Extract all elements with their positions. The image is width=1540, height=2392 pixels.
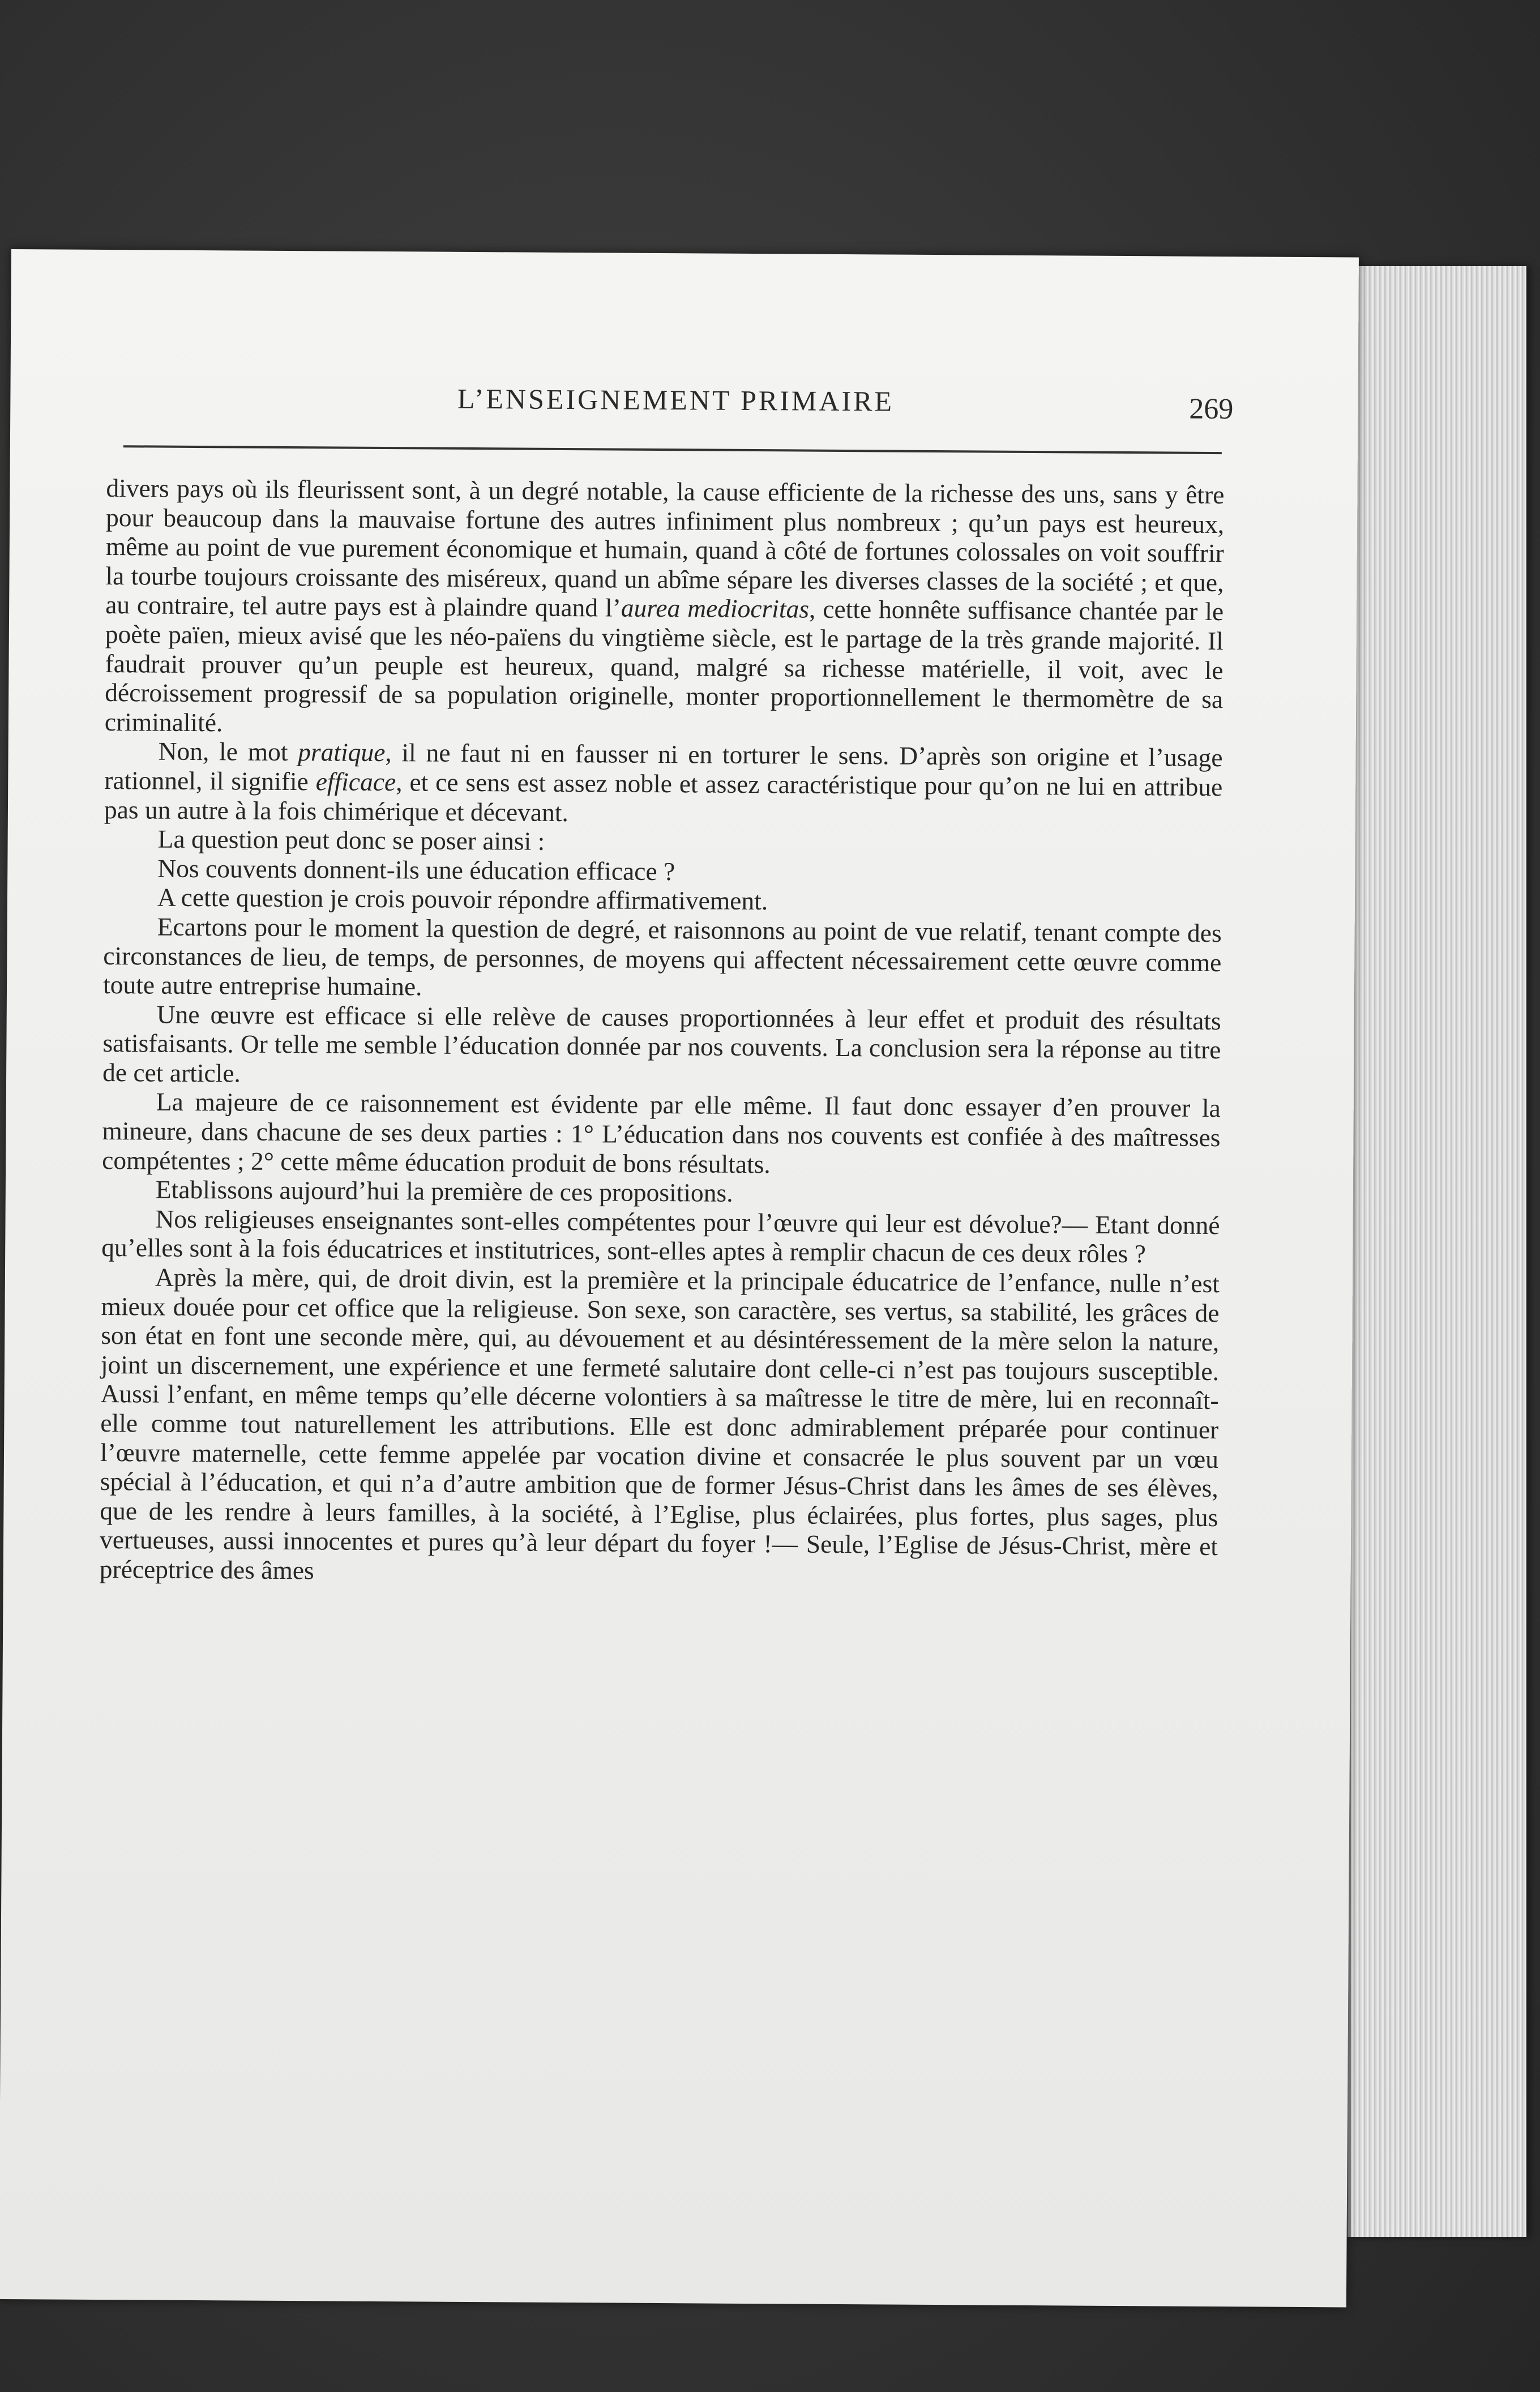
paragraph-4: Nos couvents donnent-ils une éducation efficace ? <box>157 853 675 886</box>
book-page-edges <box>1348 266 1526 2237</box>
paragraph-3: La question peut donc se poser ainsi : <box>157 824 545 856</box>
paragraph-text: Non, le mot <box>158 736 298 767</box>
paragraph-9: Etablissons aujourd’hui la première de ces propositions. <box>155 1174 733 1208</box>
italic-word: pratique <box>298 737 386 767</box>
paragraph-8: La majeure de ce raisonnement est évidente par elle même. Il faut donc essayer d’en prouver la mineure, dans chacune de ses deux parties : 1° L’éducation dans nos couvents est confiée à des maîtresses compétentes ; 2° cette même éducation produit de bons résultats. <box>102 1087 1221 1178</box>
paragraph-text: , cette honnête suffisance chantée par le poète païen, mieux avisé que les néo-païens du vingtième siècle, est le partage de la très grande majorité. Il faudrait prouver qu’un peuple est heureux, quand, malgré sa richesse matérielle, il voit, avec le décroissement progressif de sa population originelle, monter proportionnellement le thermomètre de sa criminalité. <box>104 594 1224 737</box>
italic-phrase: aurea mediocritas <box>621 593 810 623</box>
paragraph-text: divers pays où ils fleurissent sont, à un degré notable, la cause efficiente de la richesse des uns, sans y être pour beaucoup dans la mauvaise fortune des autres infiniment plus nombreux ; qu’un pays est heureux, même au point de vue purement économique et humain, quand à côté de fortunes colossales on voit souffrir la tourbe toujours croissante des miséreux, quand un abîme sépare les diverses classes de la société ; et que, au contraire, tel autre pays est à plaindre quand l’ <box>105 473 1225 622</box>
paragraph-6: Ecartons pour le moment la question de degré, et raisonnons au point de vue relatif, tenant compte des circonstances de lieu, de temps, de personnes, de moyens qui affectent nécessairement cette œuvre comme toute autre entreprise humaine. <box>102 912 1222 1001</box>
page-number: 269 <box>1189 392 1234 426</box>
paragraph-11: Après la mère, qui, de droit divin, est la première et la principale éducatrice de l’enfance, nulle n’est mieux douée pour cet office que la religieuse. Son sexe, son caractère, ses vertus, sa stabilité, les grâces de son état en font une seconde mère, qui, au dévouement et au désintéressement de la mère selon la nature, joint un discernement, une expérience et une fermeté salutaire dont celle-ci n’est pas toujours susceptible. Aussi l’enfant, en même temps qu’elle décerne volontiers à sa maîtresse le titre de mère, lui en reconnaît-elle comme tout naturellement les attributions. Elle est donc admirablement préparée pour continuer l’œuvre maternelle, cette femme appelée par vocation divine et consacrée le plus souvent par un vœu spécial à l’éducation, et qui n’a d’autre ambition que de former Jésus-Christ dans les âmes de ses élèves, que de les rendre à leurs familles, à la société, à l’Eglise, plus éclairées, plus fortes, plus sages, plus vertueuses, aussi innocentes et pures qu’à leur départ du foyer !— Seule, l’Eglise de Jésus-Christ, mère et préceptrice des âmes <box>99 1262 1220 1585</box>
body-text <box>100 473 1225 1591</box>
paragraph-2 <box>104 736 1223 831</box>
italic-word: efficace <box>315 767 396 797</box>
paragraph-text: , et ce sens est assez noble et assez caractéristique pour qu’on ne lui en attribue pas un autre à la fois chimérique et décevant. <box>104 767 1223 827</box>
paragraph-10: Nos religieuses enseignantes sont-elles compétentes pour l’œuvre qui leur est dévolue?— Etant donné qu’elles sont à la fois éducatrices et institutrices, sont-elles aptes à remplir chacun de ces deux rôles ? <box>101 1204 1220 1268</box>
paragraph-5: A cette question je crois pouvoir répondre affirmativement. <box>157 882 768 916</box>
running-title: L’ENSEIGNEMENT PRIMAIRE <box>457 382 895 417</box>
book-page <box>0 249 1359 2307</box>
paragraph-text: , il ne faut ni en fausser ni en torturer le sens. D’après son origine et l’usage rationnel, il signifie <box>104 738 1223 796</box>
page-header <box>123 380 1234 449</box>
paragraph-7: Une œuvre est efficace si elle relève de causes proportionnées à leur effet et produit des résultats satisfaisants. Or telle me semble l’éducation donnée par nos couvents. La conclusion sera la réponse au titre de cet article. <box>102 999 1221 1088</box>
paragraph-1 <box>105 473 1225 743</box>
